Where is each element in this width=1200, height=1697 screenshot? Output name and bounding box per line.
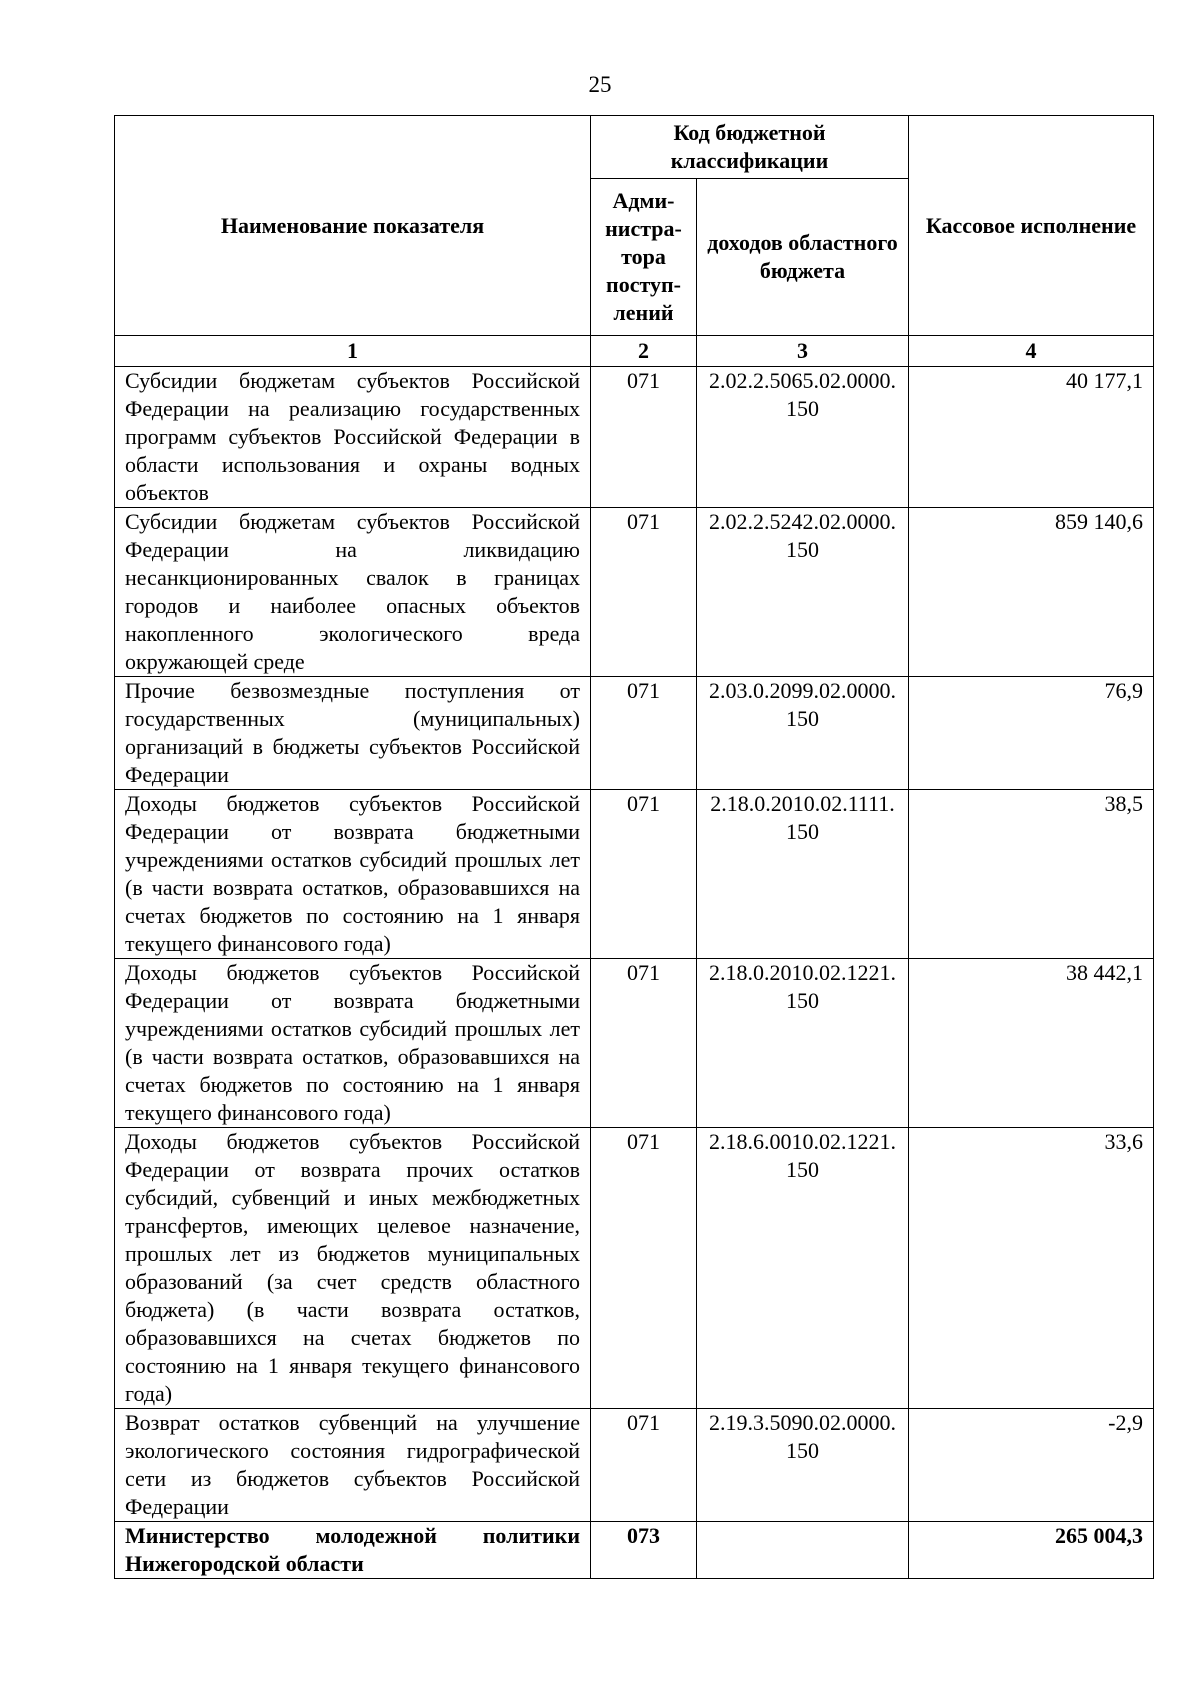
header-income-code: доходов областного бюджета xyxy=(697,179,909,336)
table-row xyxy=(115,959,1154,1128)
row-amount: 859 140,6 xyxy=(909,508,1154,677)
total-row-income-code xyxy=(697,1522,909,1579)
row-admin-code: 071 xyxy=(591,959,697,1128)
row-income-code: 2.02.2.5065.02.0000. 150 xyxy=(697,367,909,508)
column-number: 2 xyxy=(591,336,697,367)
header-amount: Кассовое исполнение xyxy=(909,116,1154,336)
row-name: Возврат остатков субвенций на улучшение экологического состояния гидрографической сети из бюджетов субъектов Российской Федерации xyxy=(115,1409,591,1522)
total-row-amount: 265 004,3 xyxy=(909,1522,1154,1579)
row-name: Доходы бюджетов субъектов Российской Федерации от возврата бюджетными учреждениями остатков субсидий прошлых лет (в части возврата остатков, образовавшихся на счетах бюджетов по состоянию на 1 января текущего финансового года) xyxy=(115,790,591,959)
row-income-code: 2.18.6.0010.02.1221. 150 xyxy=(697,1128,909,1409)
budget-table xyxy=(114,115,1154,1579)
row-income-code: 2.02.2.5242.02.0000. 150 xyxy=(697,508,909,677)
row-income-code: 2.19.3.5090.02.0000. 150 xyxy=(697,1409,909,1522)
column-numbers-row xyxy=(115,336,1154,367)
header-row-1 xyxy=(115,116,1154,179)
table-row xyxy=(115,790,1154,959)
total-row-name: Министерство молодежной политики Нижегородской области xyxy=(115,1522,591,1579)
row-admin-code: 071 xyxy=(591,1128,697,1409)
column-number: 1 xyxy=(115,336,591,367)
row-admin-code: 071 xyxy=(591,1409,697,1522)
header-kbk-group: Код бюджетной классификации xyxy=(591,116,909,179)
row-name: Субсидии бюджетам субъектов Российской Федерации на реализацию государственных программ субъектов Российской Федерации в области использования и охраны водных объектов xyxy=(115,367,591,508)
row-income-code: 2.18.0.2010.02.1111. 150 xyxy=(697,790,909,959)
row-name: Субсидии бюджетам субъектов Российской Федерации на ликвидацию несанкционированных свалок в границах городов и наиболее опасных объектов накопленного экологического вреда окружающей среде xyxy=(115,508,591,677)
row-amount: -2,9 xyxy=(909,1409,1154,1522)
total-row-admin-code: 073 xyxy=(591,1522,697,1579)
row-amount: 40 177,1 xyxy=(909,367,1154,508)
row-name: Прочие безвозмездные поступления от государственных (муниципальных) организаций в бюджеты субъектов Российской Федерации xyxy=(115,677,591,790)
table-row xyxy=(115,508,1154,677)
total-row xyxy=(115,1522,1154,1579)
row-amount: 38 442,1 xyxy=(909,959,1154,1128)
row-amount: 33,6 xyxy=(909,1128,1154,1409)
table-row xyxy=(115,367,1154,508)
row-name: Доходы бюджетов субъектов Российской Федерации от возврата прочих остатков субсидий, субвенций и иных межбюджетных трансфертов, имеющих целевое назначение, прошлых лет из бюджетов муниципальных образований (за счет средств областного бюджета) (в части возврата остатков, образовавшихся на счетах бюджетов по состоянию на 1 января текущего финансового года) xyxy=(115,1128,591,1409)
table-row xyxy=(115,1128,1154,1409)
row-admin-code: 071 xyxy=(591,790,697,959)
row-name: Доходы бюджетов субъектов Российской Федерации от возврата бюджетными учреждениями остатков субсидий прошлых лет (в части возврата остатков, образовавшихся на счетах бюджетов по состоянию на 1 января текущего финансового года) xyxy=(115,959,591,1128)
header-admin: Адми-нистра-тора поступ-лений xyxy=(591,179,697,336)
column-number: 4 xyxy=(909,336,1154,367)
row-admin-code: 071 xyxy=(591,367,697,508)
header-name: Наименование показателя xyxy=(115,116,591,336)
table-row xyxy=(115,1409,1154,1522)
page-number: 25 xyxy=(588,72,612,97)
row-income-code: 2.03.0.2099.02.0000. 150 xyxy=(697,677,909,790)
row-amount: 38,5 xyxy=(909,790,1154,959)
row-amount: 76,9 xyxy=(909,677,1154,790)
column-number: 3 xyxy=(697,336,909,367)
table-row xyxy=(115,677,1154,790)
row-admin-code: 071 xyxy=(591,677,697,790)
row-admin-code: 071 xyxy=(591,508,697,677)
row-income-code: 2.18.0.2010.02.1221. 150 xyxy=(697,959,909,1128)
